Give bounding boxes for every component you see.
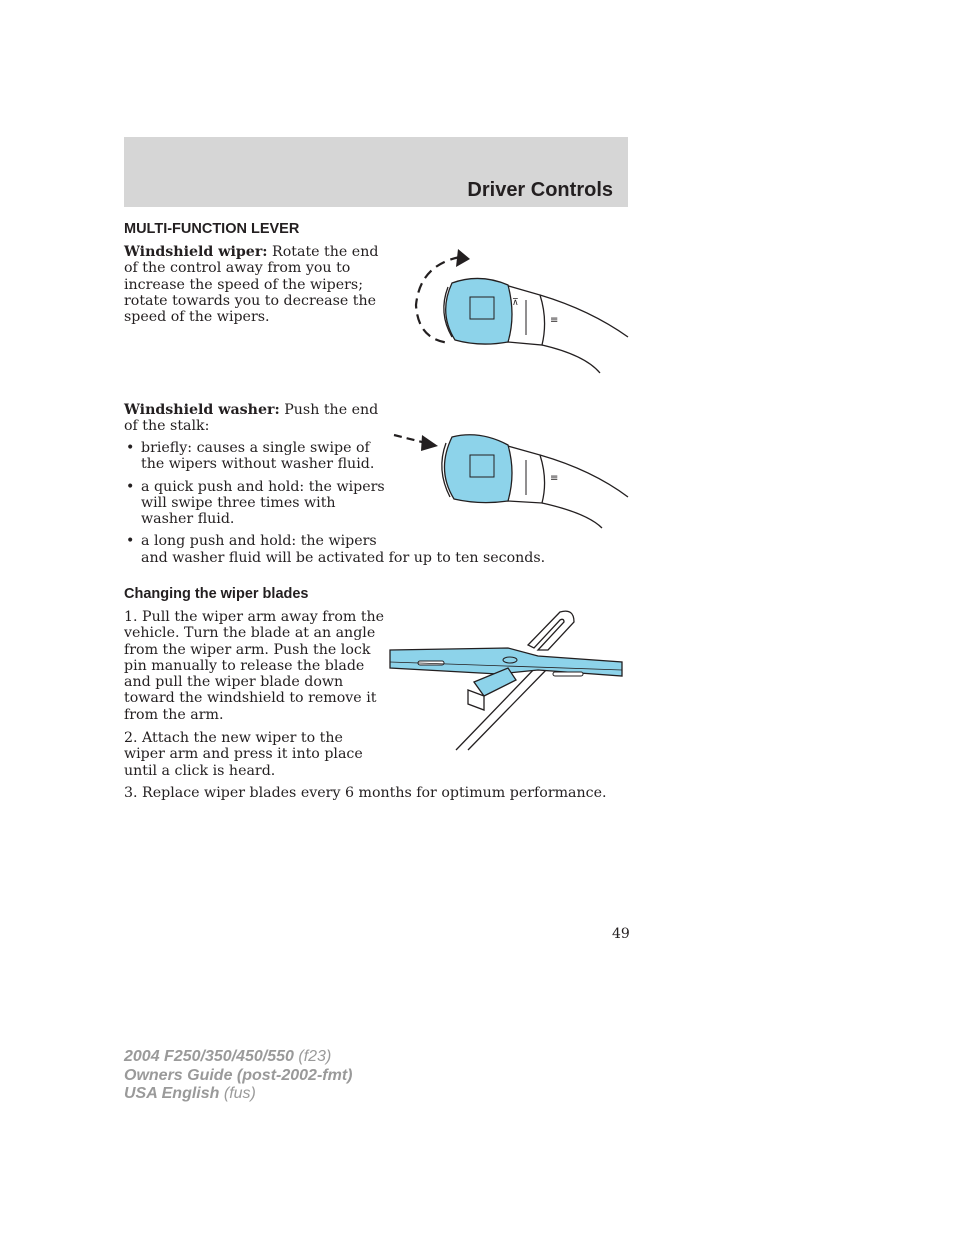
step-line: from the wiper arm. Push the lock	[124, 641, 371, 658]
step-line: 1. Pull the wiper arm away from the	[124, 609, 385, 625]
footer-language: USA English	[124, 1085, 220, 1102]
bullet-icon: •	[126, 440, 135, 456]
step-line: wiper arm and press it into place	[124, 746, 363, 763]
subsection-heading: Changing the wiper blades	[124, 586, 309, 602]
step-line: from the arm.	[124, 706, 224, 723]
bullet-line: will swipe three times with	[141, 494, 336, 511]
wiper-rotate-illustration	[400, 245, 630, 375]
footer-guide: Owners Guide (post-2002-fmt)	[124, 1066, 353, 1084]
wiper-push-illustration	[392, 425, 630, 530]
wiper-paragraph	[124, 244, 378, 325]
blade-step-1	[124, 609, 384, 723]
bullet-icon: •	[126, 533, 135, 550]
list-item	[124, 533, 545, 566]
washer-paragraph	[124, 402, 378, 435]
bullet-line: washer fluid.	[141, 511, 235, 528]
blade-step-2	[124, 730, 363, 779]
step-line: 2. Attach the new wiper to the	[124, 730, 343, 746]
step-line: and pull the wiper blade down	[124, 674, 344, 691]
wiper-text-line: Rotate the end	[267, 244, 379, 260]
wiper-text-line: of the control away from you to	[124, 260, 351, 277]
wiper-text-line: increase the speed of the wipers;	[124, 276, 363, 293]
bullet-line: the wipers without washer fluid.	[141, 456, 375, 473]
washer-text: of the stalk:	[124, 418, 210, 435]
bullet-line: a quick push and hold: the wipers	[141, 478, 385, 495]
step-line: until a click is heard.	[124, 762, 276, 779]
step-line: toward the windshield to remove it	[124, 690, 377, 707]
section-heading: MULTI-FUNCTION LEVER	[124, 221, 300, 237]
bullet-line: a long push and hold: the wipers	[141, 533, 377, 550]
bullet-line: briefly: causes a single swipe of	[141, 440, 370, 456]
page-number: 49	[612, 926, 630, 942]
footer-model: 2004 F250/350/450/550	[124, 1048, 294, 1065]
step-line: pin manually to release the blade	[124, 657, 365, 674]
svg-text:⊼: ⊼	[512, 298, 519, 308]
wiper-text-line: rotate towards you to decrease the	[124, 292, 377, 309]
header-band	[124, 137, 628, 207]
footer-model-code: (f23)	[293, 1048, 332, 1065]
document-footer	[124, 1048, 352, 1104]
bullet-icon: •	[126, 478, 135, 495]
svg-text:≡: ≡	[550, 473, 559, 484]
wiper-text-line: speed of the wipers.	[124, 309, 270, 326]
page-header-title: Driver Controls	[467, 179, 613, 201]
step-line: vehicle. Turn the blade at an angle	[124, 625, 376, 642]
svg-text:≡: ≡	[550, 315, 559, 326]
bullet-line: and washer fluid will be activated for up to ten seconds.	[141, 549, 546, 566]
wiper-blade-illustration	[388, 610, 624, 752]
washer-label: Windshield washer:	[124, 402, 280, 418]
washer-text: Push the end	[279, 402, 379, 418]
wiper-label: Windshield wiper:	[124, 244, 268, 260]
blade-step-3: 3. Replace wiper blades every 6 months for optimum performance.	[124, 785, 607, 801]
footer-language-code: (fus)	[219, 1085, 256, 1102]
